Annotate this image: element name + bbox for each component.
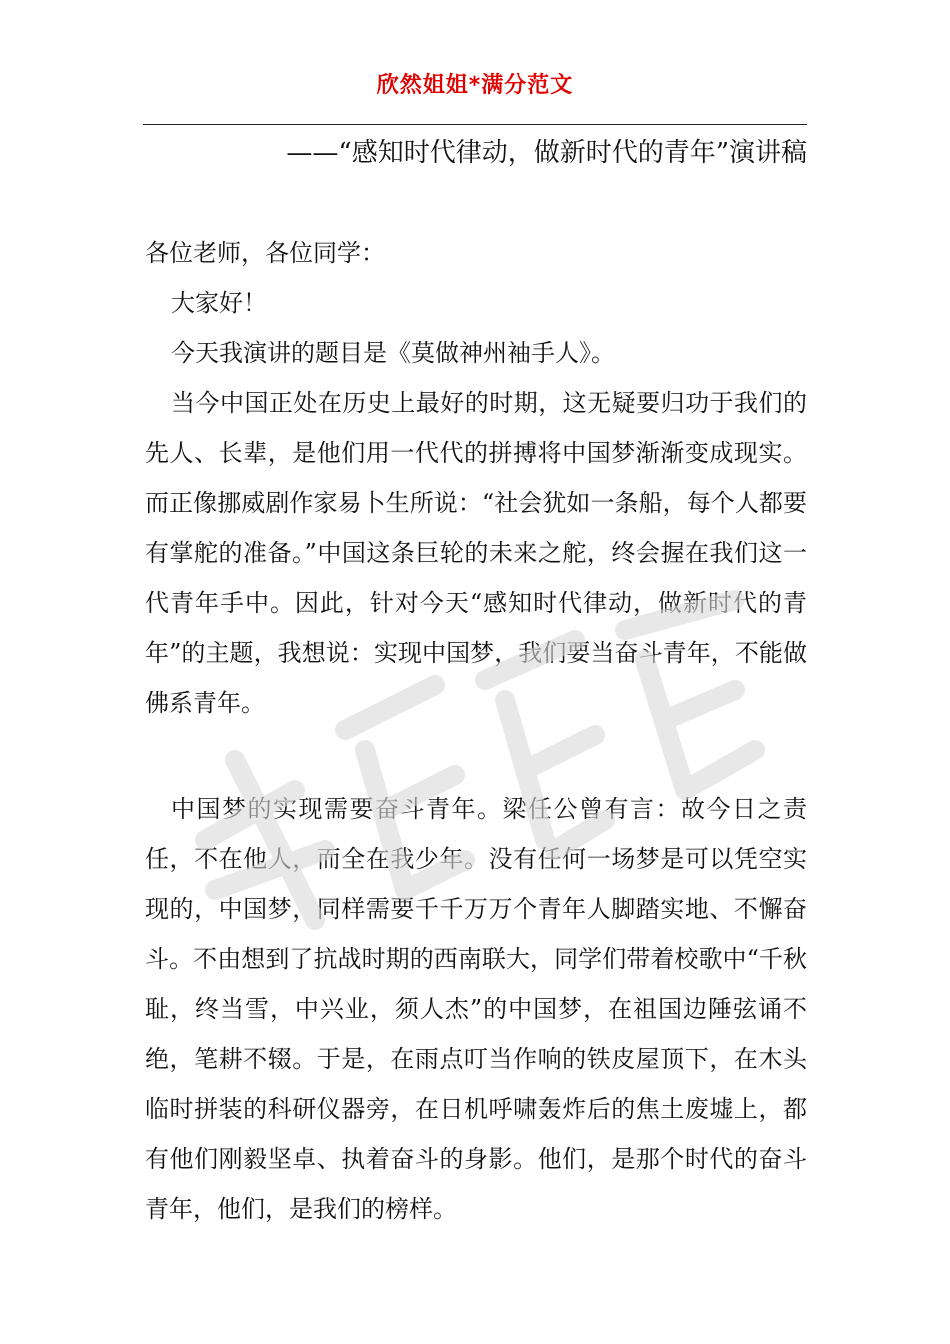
document-subtitle: ——“感知时代律动，做新时代的青年”演讲稿 <box>286 138 807 168</box>
paragraph-1: 当今中国正处在历史上最好的时期，这无疑要归功于我们的先人、长辈，是他们用一代代的拼搏将中国梦渐渐变成现实。而正像挪威剧作家易卜生所说：“社会犹如一条船，每个人都要有掌舵的准备。”中国这条巨轮的未来之舵，终会握在我们这一代青年手中。因此，针对今天“感知时代律动，做新时代的青年”的主题，我想说：实现中国梦，我们要当奋斗青年，不能做佛系青年。 <box>145 389 807 717</box>
greeting: 大家好！ <box>171 289 267 317</box>
paragraph-spacer <box>145 728 807 784</box>
document-body <box>145 228 807 1234</box>
salutation: 各位老师，各位同学： <box>145 239 385 267</box>
header-title: 欣然姐姐*满分范文 <box>376 73 574 98</box>
speech-topic: 今天我演讲的题目是《莫做神州袖手人》。 <box>171 339 615 367</box>
header-divider <box>143 124 807 125</box>
paragraph-2: 中国梦的实现需要奋斗青年。梁任公曾有言：故今日之责任，不在他人，而全在我少年。没有任何一场梦是可以凭空实现的，中国梦，同样需要千千万万个青年人脚踏实地、不懈奋斗。不由想到了抗战时期的西南联大，同学们带着校歌中“千秋耻，终当雪，中兴业，须人杰”的中国梦，在祖国边陲弦诵不绝，笔耕不辍。于是，在雨点叮当作响的铁皮屋顶下，在木头临时拼装的科研仪器旁，在日机呼啸轰炸后的焦土废墟上，都有他们刚毅坚卓、执着奋斗的身影。他们，是那个时代的奋斗青年，他们，是我们的榜样。 <box>145 795 807 1223</box>
